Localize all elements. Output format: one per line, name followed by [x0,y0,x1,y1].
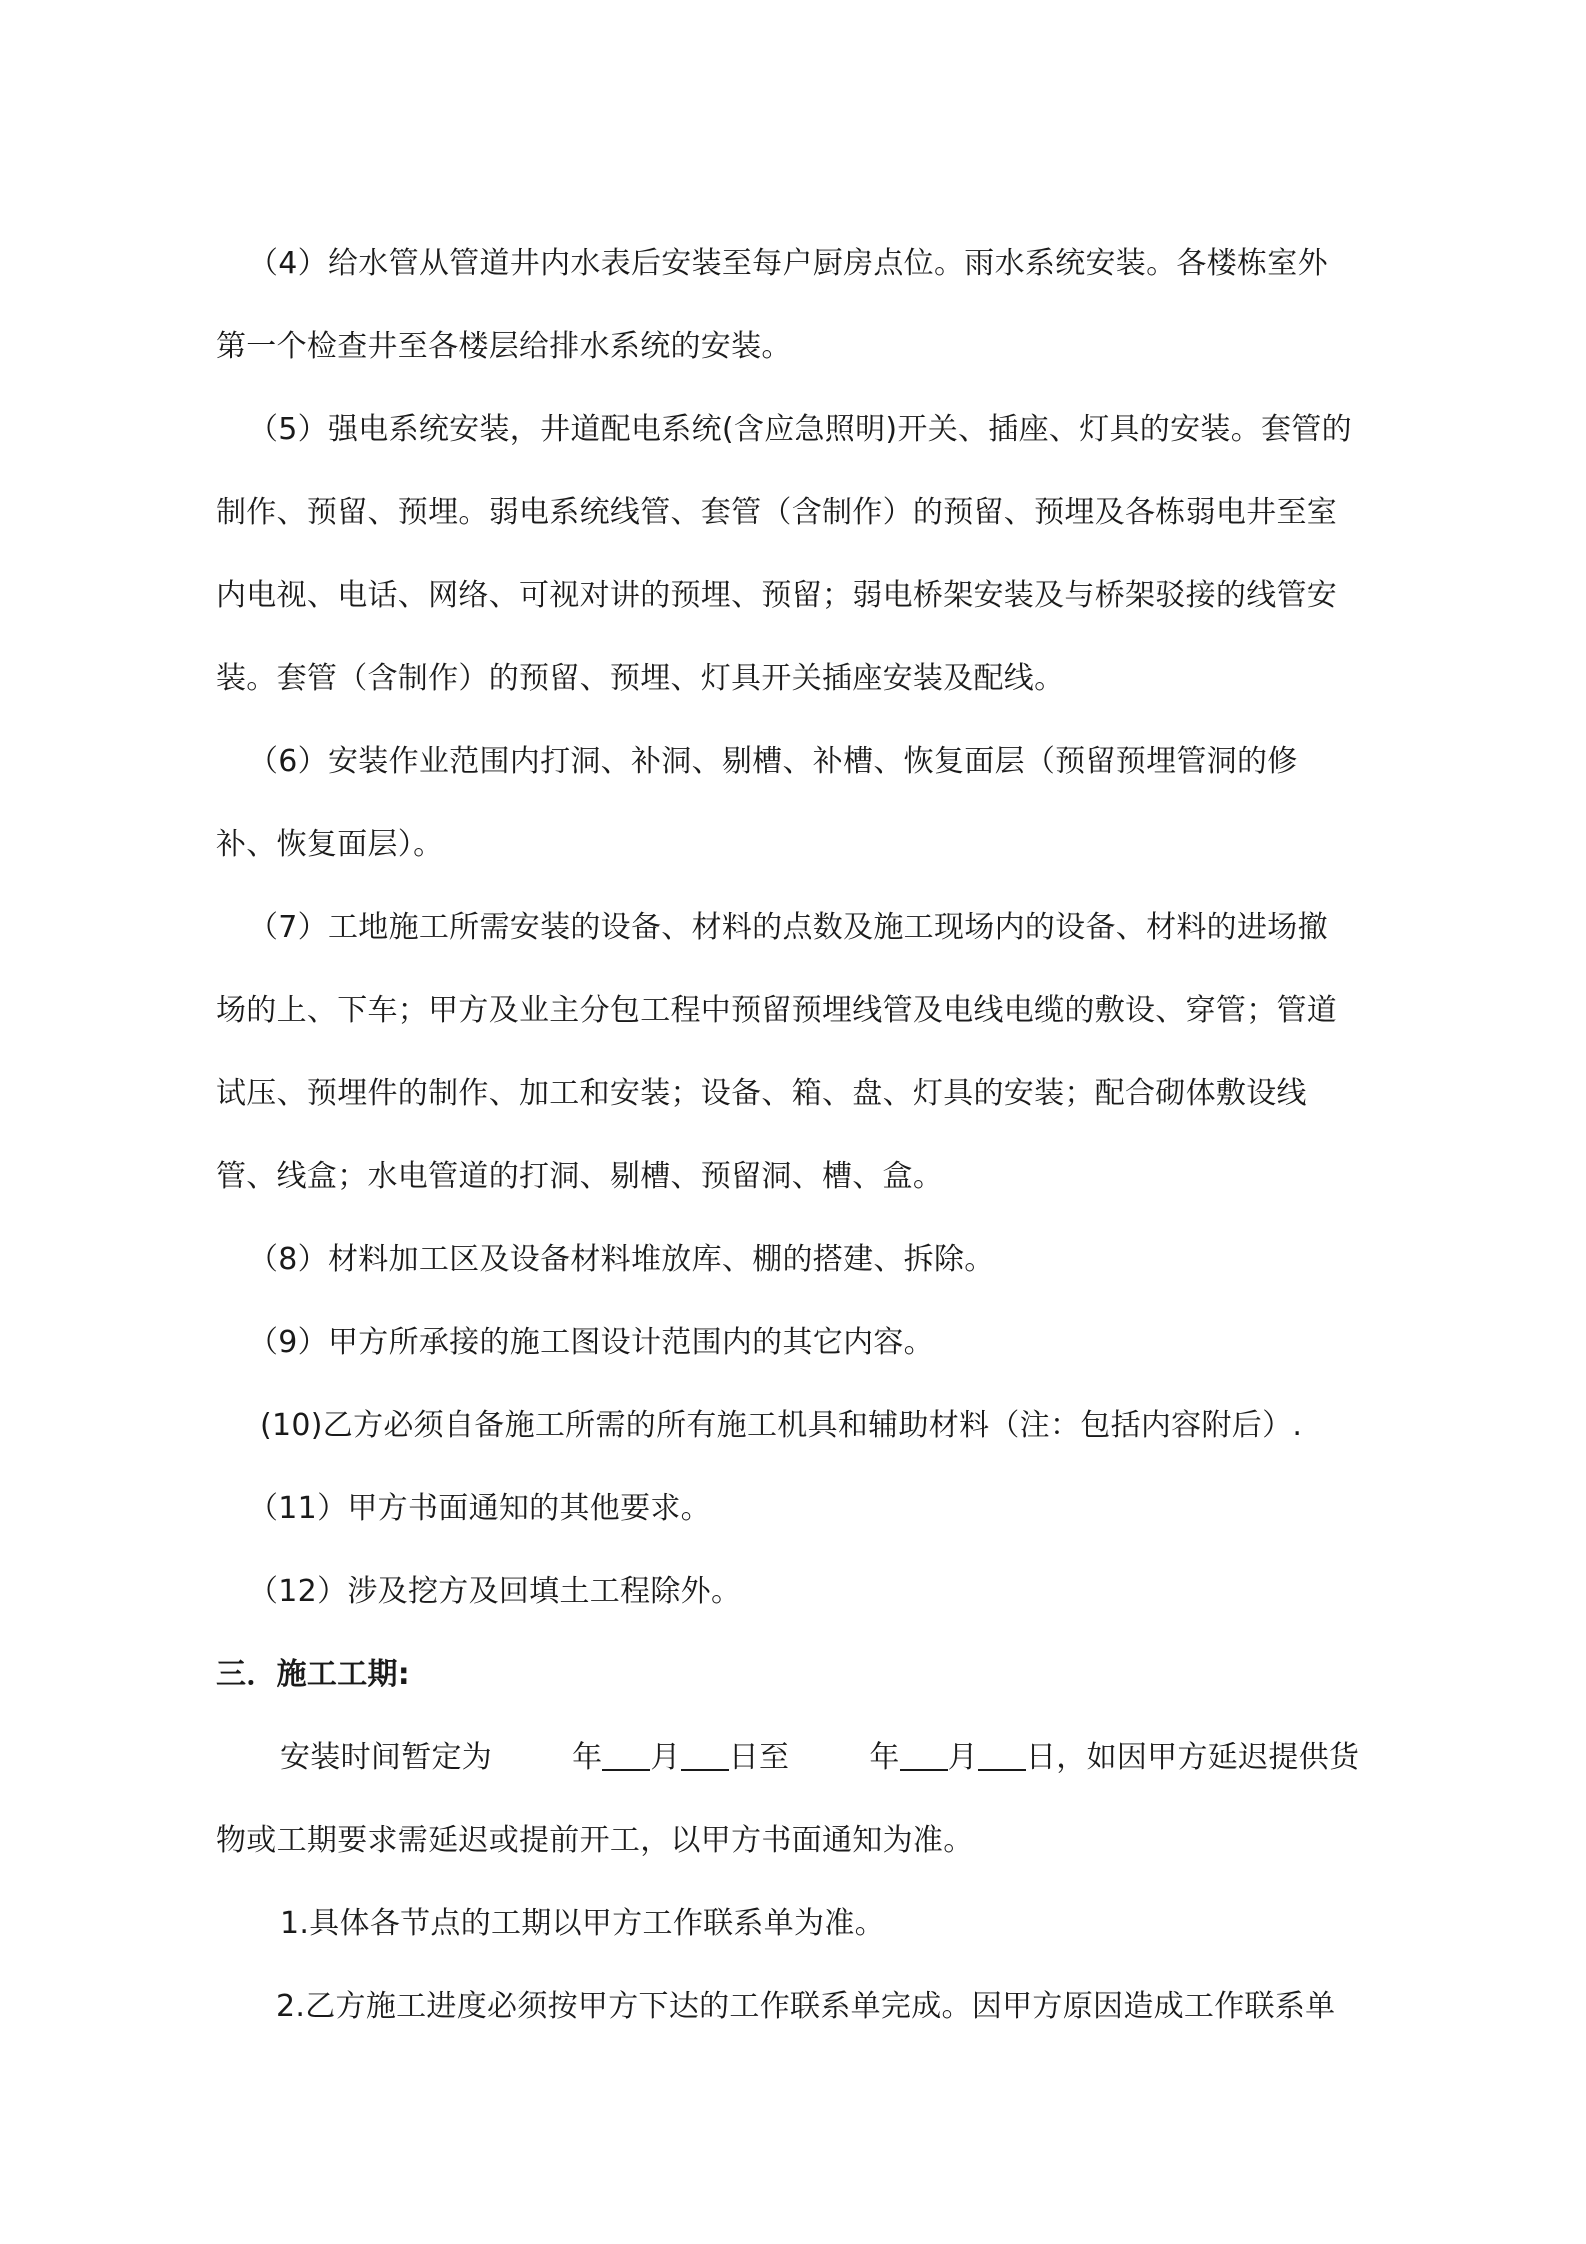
month-label: 月 [947,1740,978,1775]
paragraph-line: 管、线盒；水电管道的打洞、剔槽、预留洞、槽、盒。 [216,1159,944,1194]
paragraph-line: 补、恢复面层）。 [216,827,444,862]
day-suffix-label: 日，如因甲方延迟提供货 [1025,1740,1360,1775]
schedule-prefix: 安装时间暂定为 [280,1740,493,1775]
list-item: 2.乙方施工进度必须按甲方下达的工作联系单完成。因甲方原因造成工作联系单 [276,1989,1336,2024]
year-label: 年 [572,1740,603,1775]
paragraph-line: （12）涉及挖方及回填土工程除外。 [248,1574,742,1609]
paragraph-line: 内电视、电话、网络、可视对讲的预埋、预留；弱电桥架安装及与桥架驳接的线管安 [216,578,1338,613]
paragraph-line: （7）工地施工所需安装的设备、材料的点数及施工现场内的设备、材料的进场撤 [248,910,1328,945]
month-blank [900,1739,948,1771]
paragraph-line: 场的上、下车；甲方及业主分包工程中预留预埋线管及电线电缆的敷设、穿管；管道 [216,993,1338,1028]
paragraph-line: 第一个检查井至各楼层给排水系统的安装。 [216,329,792,364]
paragraph-line: (10)乙方必须自备施工所需的所有施工机具和辅助材料（注：包括内容附后）. [260,1408,1303,1443]
paragraph-line: （11）甲方书面通知的其他要求。 [248,1491,711,1526]
paragraph-line: （9）甲方所承接的施工图设计范围内的其它内容。 [248,1325,934,1360]
day-blank [978,1739,1026,1771]
paragraph-line: 试压、预埋件的制作、加工和安装；设备、箱、盘、灯具的安装；配合砌体敷设线 [216,1076,1307,1111]
month-blank [602,1739,650,1771]
paragraph-line: 装。套管（含制作）的预留、预埋、灯具开关插座安装及配线。 [216,661,1065,696]
month-label: 月 [650,1740,681,1775]
paragraph-line: 制作、预留、预埋。弱电系统线管、套管（含制作）的预留、预埋及各栋弱电井至室 [216,495,1338,530]
year-label: 年 [869,1740,900,1775]
paragraph-line: （5）强电系统安装，井道配电系统(含应急照明)开关、插座、灯具的安装。套管的 [248,412,1352,447]
schedule-line [280,1738,1359,1778]
list-item: 1.具体各节点的工期以甲方工作联系单为准。 [280,1906,885,1941]
paragraph-line: （6）安装作业范围内打洞、补洞、剔槽、补槽、恢复面层（预留预埋管洞的修 [248,744,1298,779]
paragraph-line: 物或工期要求需延迟或提前开工，以甲方书面通知为准。 [216,1823,974,1858]
day-blank [681,1739,729,1771]
paragraph-line: （8）材料加工区及设备材料堆放库、棚的搭建、拆除。 [248,1242,995,1277]
paragraph-line: （4）给水管从管道井内水表后安装至每户厨房点位。雨水系统安装。各楼栋室外 [248,246,1328,281]
day-to-label: 日至 [728,1740,790,1775]
section-heading: 三．施工工期: [216,1657,411,1692]
